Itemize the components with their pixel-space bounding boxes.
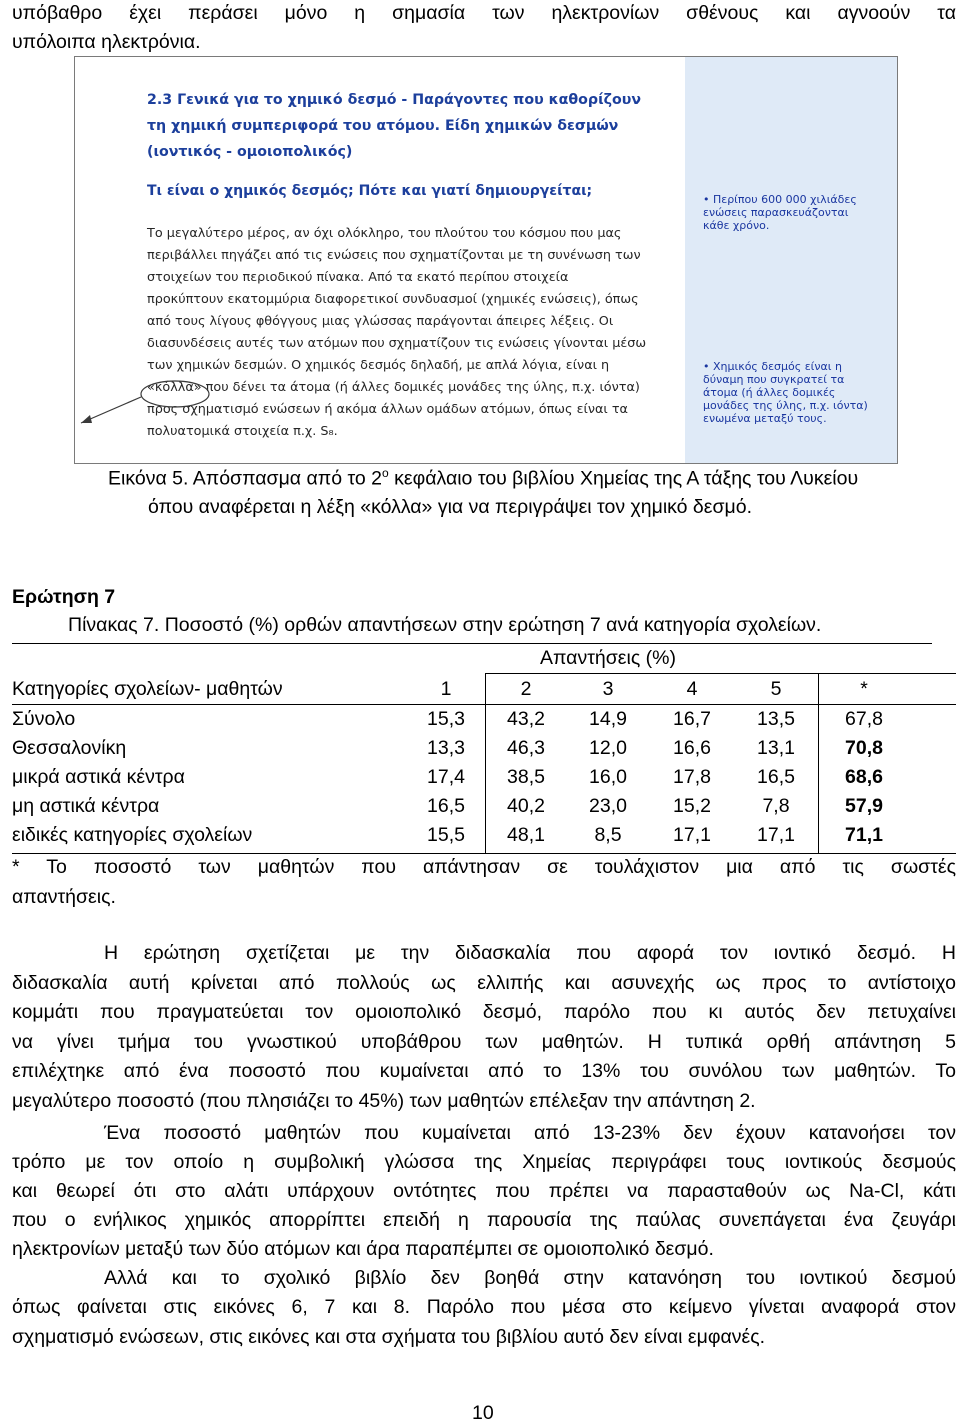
paragraph-line: Ένα ποσοστό μαθητών που κυμαίνεται από 13-23% δεν έχουν κατανοήσει τον (104, 1122, 956, 1144)
table-col-header: 4 (686, 678, 698, 700)
table-row-label: Θεσσαλονίκη (12, 737, 127, 759)
table-rule (12, 704, 956, 705)
paragraph-line: ηλεκτρονίων μεταξύ των δύο ατόμων και άρα παραπέμπει σε ομοιοπολικό δεσμό. (12, 1238, 714, 1260)
caption-part: κεφάλαιο του βιβλίου Χημείας της Α τάξης του Λυκείου (388, 467, 859, 490)
table-rule (818, 673, 819, 853)
table-cell: 71,1 (845, 824, 883, 846)
table-col-header: 5 (770, 678, 782, 700)
question-heading: Ερώτηση 7 (12, 586, 116, 608)
table-col-header: 3 (602, 678, 614, 700)
table-cell: 15,5 (427, 824, 465, 846)
paragraph-line: επιλέχτηκε από ένα ποσοστό που κυμαίνεται από το 13% του συνόλου των μαθητών. Το (12, 1060, 956, 1082)
figure-body-line: των χημικών δεσμών. Ο χημικός δεσμός δηλαδή, με απλά λόγια, είναι η (147, 358, 610, 373)
figure-body-line: από τους λίγους φθόγγους μιας γλώσσας παράγονται άπειρες λέξεις. Οι (147, 314, 614, 329)
table-cell: 15,2 (673, 795, 711, 817)
side-note-line: • Περίπου 600 000 χιλιάδες (703, 193, 857, 206)
page-number: 10 (472, 1402, 494, 1424)
table-row-label: ειδικές κατηγορίες σχολείων (12, 824, 253, 846)
table-col-header: * (860, 678, 868, 700)
table-rule (485, 673, 956, 674)
table-caption: Πίνακας 7. Ποσοστό (%) ορθών απαντήσεων στην ερώτηση 7 ανά κατηγορία σχολείων. (68, 614, 822, 636)
table-col-header: 1 (440, 678, 452, 700)
paragraph-line: να γίνει τμήμα του γνωστικού υποβάθρου των μαθητών. Η τυπικά ορθή απάντηση 5 (12, 1031, 956, 1053)
side-note-line: ενωμένα μεταξύ τους. (703, 412, 827, 425)
table-cell: 16,5 (427, 795, 465, 817)
table-cell: 38,5 (507, 766, 545, 788)
table-footnote: απαντήσεις. (12, 886, 116, 908)
side-note-line: ενώσεις παρασκευάζονται (703, 206, 849, 219)
side-note-line: • Χημικός δεσμός είναι η (703, 360, 842, 373)
paragraph-line: τρόπο με τον οποίο η συμβολική γλώσσα της Χημείας περιγράφει τους ιοντικούς δεσμούς (12, 1151, 956, 1173)
body-text-line: υπόλοιπα ηλεκτρόνια. (12, 31, 201, 53)
table-cell: 43,2 (507, 708, 545, 730)
paragraph-line: κομμάτι που πραγματεύεται τον ομοιοπολικό δεσμό, παρόλο που κι αυτός δεν πετυχαίνει (12, 1001, 956, 1023)
table-cell: 48,1 (507, 824, 545, 846)
table-cell: 13,3 (427, 737, 465, 759)
side-note-line: άτομα (ή άλλες δομικές (703, 386, 836, 399)
figure-heading-line: 2.3 Γενικά για το χημικό δεσμό - Παράγοντες που καθορίζουν (147, 92, 641, 108)
body-text-line: υπόβαθρο έχει περάσει μόνο η σημασία των ηλεκτρονίων σθένους και αγνοούν τα (12, 2, 956, 24)
figure-heading-line: (ιοντικός - ομοιοπολικός) (147, 144, 353, 160)
side-note-line: δύναμη που συγκρατεί τα (703, 373, 845, 386)
table-cell: 40,2 (507, 795, 545, 817)
table-cell: 17,1 (673, 824, 711, 846)
table-cell: 13,5 (757, 708, 795, 730)
table-cell: 8,5 (594, 824, 622, 846)
caption-part: Εικόνα 5. Απόσπασμα από το 2 (108, 467, 383, 490)
figure-body-line: «κόλλα» που δένει τα άτομα (ή άλλες δομικές μονάδες της ύλης, π.χ. ιόντα) (147, 380, 640, 395)
table-cell: 17,8 (673, 766, 711, 788)
side-note-line: μονάδες της ύλης, π.χ. ιόντα) (703, 399, 868, 412)
figure-body-line: διασυνδέσεις αυτές των ατόμων που σχηματίζουν τις ενώσεις γίνονται μέσω (147, 336, 647, 351)
table-rule (12, 853, 956, 854)
table-row-label: μη αστικά κέντρα (12, 795, 160, 817)
figure-body-line: Το μεγαλύτερο μέρος, αν όχι ολόκληρο, του πλούτου του κόσμου που μας (147, 226, 622, 241)
table-cell: 12,0 (589, 737, 627, 759)
figure-question: Τι είναι ο χημικός δεσμός; Πότε και γιατί δημιουργείται; (147, 183, 593, 199)
table-cell: 16,5 (757, 766, 795, 788)
side-note-line: κάθε χρόνο. (703, 219, 770, 232)
table-footnote: * Το ποσοστό των μαθητών που απάντησαν σε τουλάχιστον μια από τις σωστές (12, 856, 956, 878)
figure-body-line: περιβάλλει πηγάζει από τις ενώσεις που σχηματίζονται με τη συνένωση των (147, 248, 641, 263)
paragraph-line: διδασκαλία αυτή κρίνεται από πολλούς ως ελλιπής και ασυνεχής ως προς το αντίστοιχο (12, 972, 956, 994)
table-cell: 7,8 (762, 795, 790, 817)
table-cell: 13,1 (757, 737, 795, 759)
table-rule (12, 643, 932, 644)
paragraph-line: που ο ενήλικος χημικός απορρίπτει επειδή η παρουσία της παύλας συνεπάγεται ένα ζευγάρι (12, 1209, 956, 1231)
table-super-header: Απαντήσεις (%) (540, 647, 676, 669)
table-cell: 57,9 (845, 795, 883, 817)
table-col-header: 2 (520, 678, 532, 700)
paragraph-line: όπως φαίνεται στις εικόνες 6, 7 και 8. Παρόλο που μέσα στο κείμενο γίνεται αναφορά στον (12, 1296, 956, 1318)
table-cell: 67,8 (845, 708, 883, 730)
table-cell: 17,4 (427, 766, 465, 788)
figure-body-line: πολυατομικά στοιχεία π.χ. S₈. (147, 424, 338, 439)
paragraph-line: Αλλά και το σχολικό βιβλίο δεν βοηθά στην κατανόηση του ιοντικού δεσμού (104, 1267, 956, 1289)
table-cell: 70,8 (845, 737, 883, 759)
table-cell: 46,3 (507, 737, 545, 759)
paragraph-line: και θεωρεί ότι στο αλάτι υπάρχουν οντότητες που πρέπει να παρασταθούν ως Na-Cl, κάτι (12, 1180, 956, 1202)
figure-heading-line: τη χημική συμπεριφορά του ατόμου. Είδη χημικών δεσμών (147, 118, 619, 134)
paragraph-line: Η ερώτηση σχετίζεται με την διδασκαλία που αφορά τον ιοντικό δεσμό. Η (104, 942, 956, 964)
paragraph-line: σχηματισμό ενώσεων, στις εικόνες και στα σχήματα του βιβλίου αυτό δεν είναι εμφανές. (12, 1326, 766, 1348)
table-cell: 17,1 (757, 824, 795, 846)
table-cell: 14,9 (589, 708, 627, 730)
table-row-label: μικρά αστικά κέντρα (12, 766, 185, 788)
figure-caption-line: όπου αναφέρεται η λέξη «κόλλα» για να περιγράψει τον χημικό δεσμό. (148, 496, 753, 518)
table-row-header: Κατηγορίες σχολείων- μαθητών (12, 678, 283, 700)
table-cell: 23,0 (589, 795, 627, 817)
figure-body-line: προκύπτουν εκατομμύρια διαφορετικοί συνδυασμοί (χημικές ενώσεις), όπως (147, 292, 639, 307)
table-row-label: Σύνολο (12, 708, 76, 730)
paragraph-line: μεγαλύτερο ποσοστό (που πλησιάζει το 45%) των μαθητών επέλεξαν την απάντηση 2. (12, 1090, 756, 1112)
table-cell: 16,7 (673, 708, 711, 730)
table-cell: 68,6 (845, 766, 883, 788)
table-cell: 15,3 (427, 708, 465, 730)
figure-body-line: προς σχηματισμό ενώσεων ή ακόμα άλλων ομάδων ατόμων, όπως είναι τα (147, 402, 628, 417)
figure-body-line: στοιχείων του περιοδικού πίνακα. Από τα εκατό περίπου στοιχεία (147, 270, 569, 285)
table-cell: 16,6 (673, 737, 711, 759)
caption-superscript: ο (382, 466, 389, 480)
table-cell: 16,0 (589, 766, 627, 788)
